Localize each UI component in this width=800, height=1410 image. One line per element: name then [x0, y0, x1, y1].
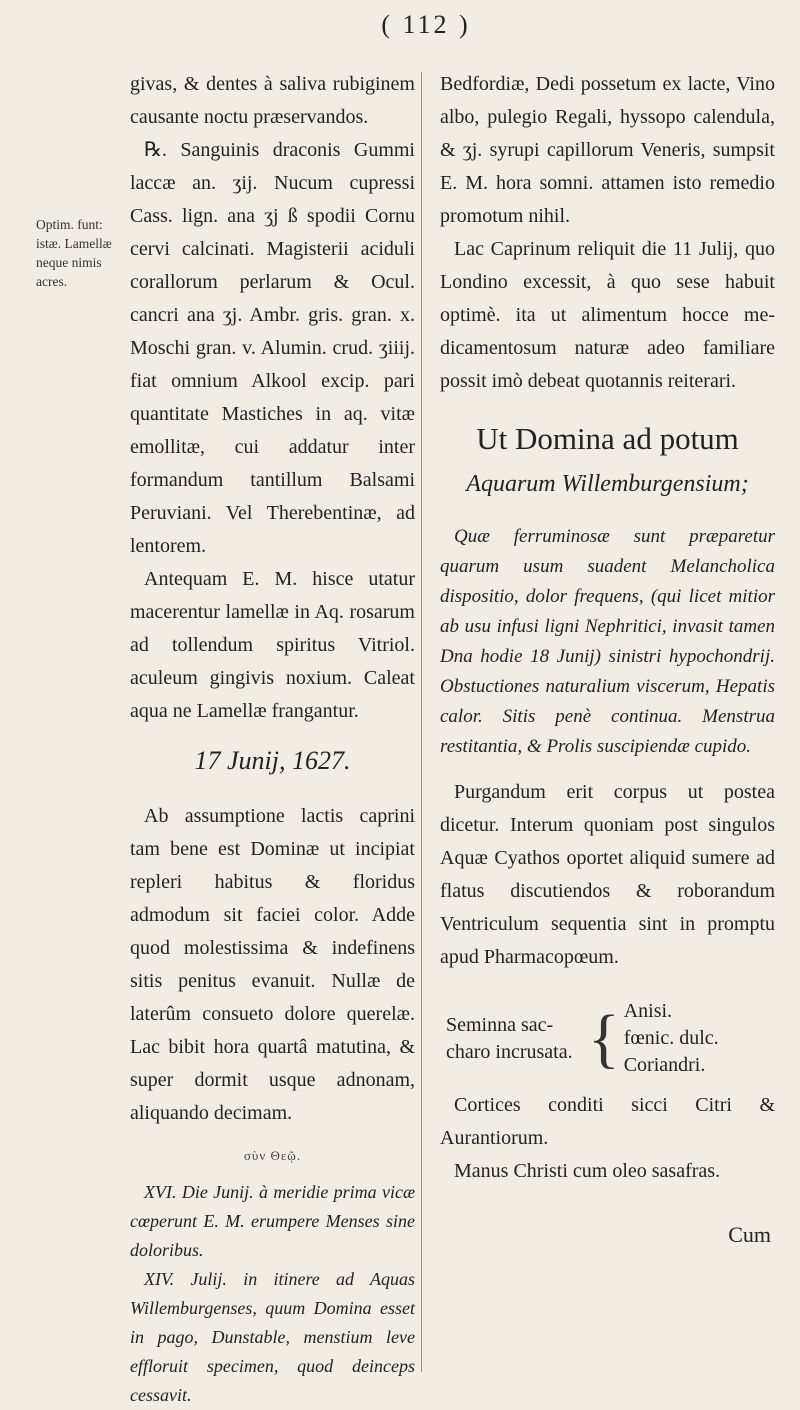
right-paragraph-2: Lac Caprinum reliquit die 11 Julij, quo Londino excessit, à quo sese habuit optimè. ita ut alimentum hocce medicamentosum naturæ adeo familiare possit imò debeat quotannis reiterari.: [440, 238, 775, 392]
semina-item: fœnic. dulc.: [623, 1027, 719, 1049]
margin-note-line: Optim. funt:: [36, 217, 103, 232]
catchword: Cum: [728, 1222, 771, 1247]
section-heading-italic: Aquarum Willemburgensium;: [466, 471, 749, 497]
curly-brace-icon: {: [588, 1001, 620, 1075]
semina-item: Anisi.: [623, 1000, 673, 1022]
margin-note: [36, 215, 120, 291]
page-number: ( 112 ): [381, 10, 471, 39]
right-column: [440, 68, 775, 1248]
column-divider: [421, 72, 422, 1372]
left-column: [130, 68, 415, 1410]
semina-label: Seminna saccharo incrusata.: [446, 1013, 573, 1063]
right-italic-paragraph: Quæ ferruminosæ sunt præparetur quarum usum suadent Melancholica dispositio, dolor frequens, (qui licet mitior ab usu infusi ligni Nephritici, invasit tamen Dna hodie 18 Junij) sinistri hypochondrij. Obstuctiones naturalium viscerum, Hepatis calor. Sitis penè continua. Menstrua restitantia, & Prolis suscipiendæ cupido.: [440, 526, 775, 757]
left-note-2: XIV. Julij. in itinere ad Aquas Willemburgenses, quum Domina esset in pago, Dunstable, menstium leve effloruit specimen, quod deinceps cessavit.: [130, 1269, 415, 1405]
semina-item: Coriandri.: [623, 1054, 706, 1076]
greek-note: σὺν Θεῷ.: [243, 1148, 302, 1163]
left-note-1: XVI. Die Junij. à meridie prima vicæ cœperunt E. M. erumpere Menses sine doloribus.: [130, 1182, 415, 1260]
left-paragraph-3: Antequam E. M. hisce utatur macerentur lamellæ in Aq. rosarum ad tollendum spiritus Vitriol. aculeum gingivis noxium. Caleat aqua ne Lamellæ frangantur.: [130, 568, 415, 722]
margin-note-line: istæ. Lamellæ: [36, 236, 112, 251]
section-heading: Ut Domina ad potum: [476, 421, 739, 456]
margin-note-line: neque nimis: [36, 255, 102, 270]
left-paragraph-4: Ab assumptione lactis caprini tam bene est Dominæ ut incipiat repleri habitus & floridus admodum sit faciei color. Adde quod molestissima & indefinens sitis penitus evanuit. Nullæ de laterûm consueto dolore querelæ. Lac bibit hora quartâ matutina, & super dormit usque adnonam, aliquando decimam.: [130, 805, 415, 1124]
semina-list: [446, 998, 775, 1079]
date-heading: 17 Junij, 1627.: [194, 746, 351, 775]
right-paragraph-1: Bedfordiæ, Dedi possetum ex lacte, Vino albo, pulegio Regali, hyssopo calendula, & ʒj. syrupi capillorum Veneris, sumpsit E. M. hora somni. attamen isto remedio promotum nihil.: [440, 73, 775, 227]
margin-note-line: acres.: [36, 274, 68, 289]
right-paragraph-3: Purgandum erit corpus ut postea dicetur. Interum quoniam post singulos Aquæ Cyathos oportet aliquid sumere ad flatus discutiendos & roborandum Ventriculum sequentia sint in promptu apud Pharmacopœum.: [440, 781, 775, 968]
right-paragraph-4: Cortices conditi sicci Citri & Aurantiorum.: [440, 1094, 775, 1149]
left-paragraph-1: givas, & dentes à saliva rubiginem causante noctu præservandos.: [130, 73, 415, 128]
semina-items: [624, 998, 719, 1079]
left-prescription: ℞. Sanguinis draconis Gummi laccæ an. ʒij. Nucum cupressi Cass. lign. ana ʒj ß spodii Cornu cervi calcinati. Magisterii aciduli corallorum perlarum & Ocul. cancri ana ʒj. Ambr. gris. gran. x. Moschi gran. v. Alumin. crud. ʒiiij. fiat omnium Alkool excip. pari quantitate Mastiches in aq. vitæ emollitæ, cui addatur inter formandum tantillum Balsami Peruviani. Vel Therebentinæ, ad lentorem.: [130, 139, 415, 557]
right-paragraph-5: Manus Christi cum oleo sasafras.: [454, 1160, 721, 1182]
